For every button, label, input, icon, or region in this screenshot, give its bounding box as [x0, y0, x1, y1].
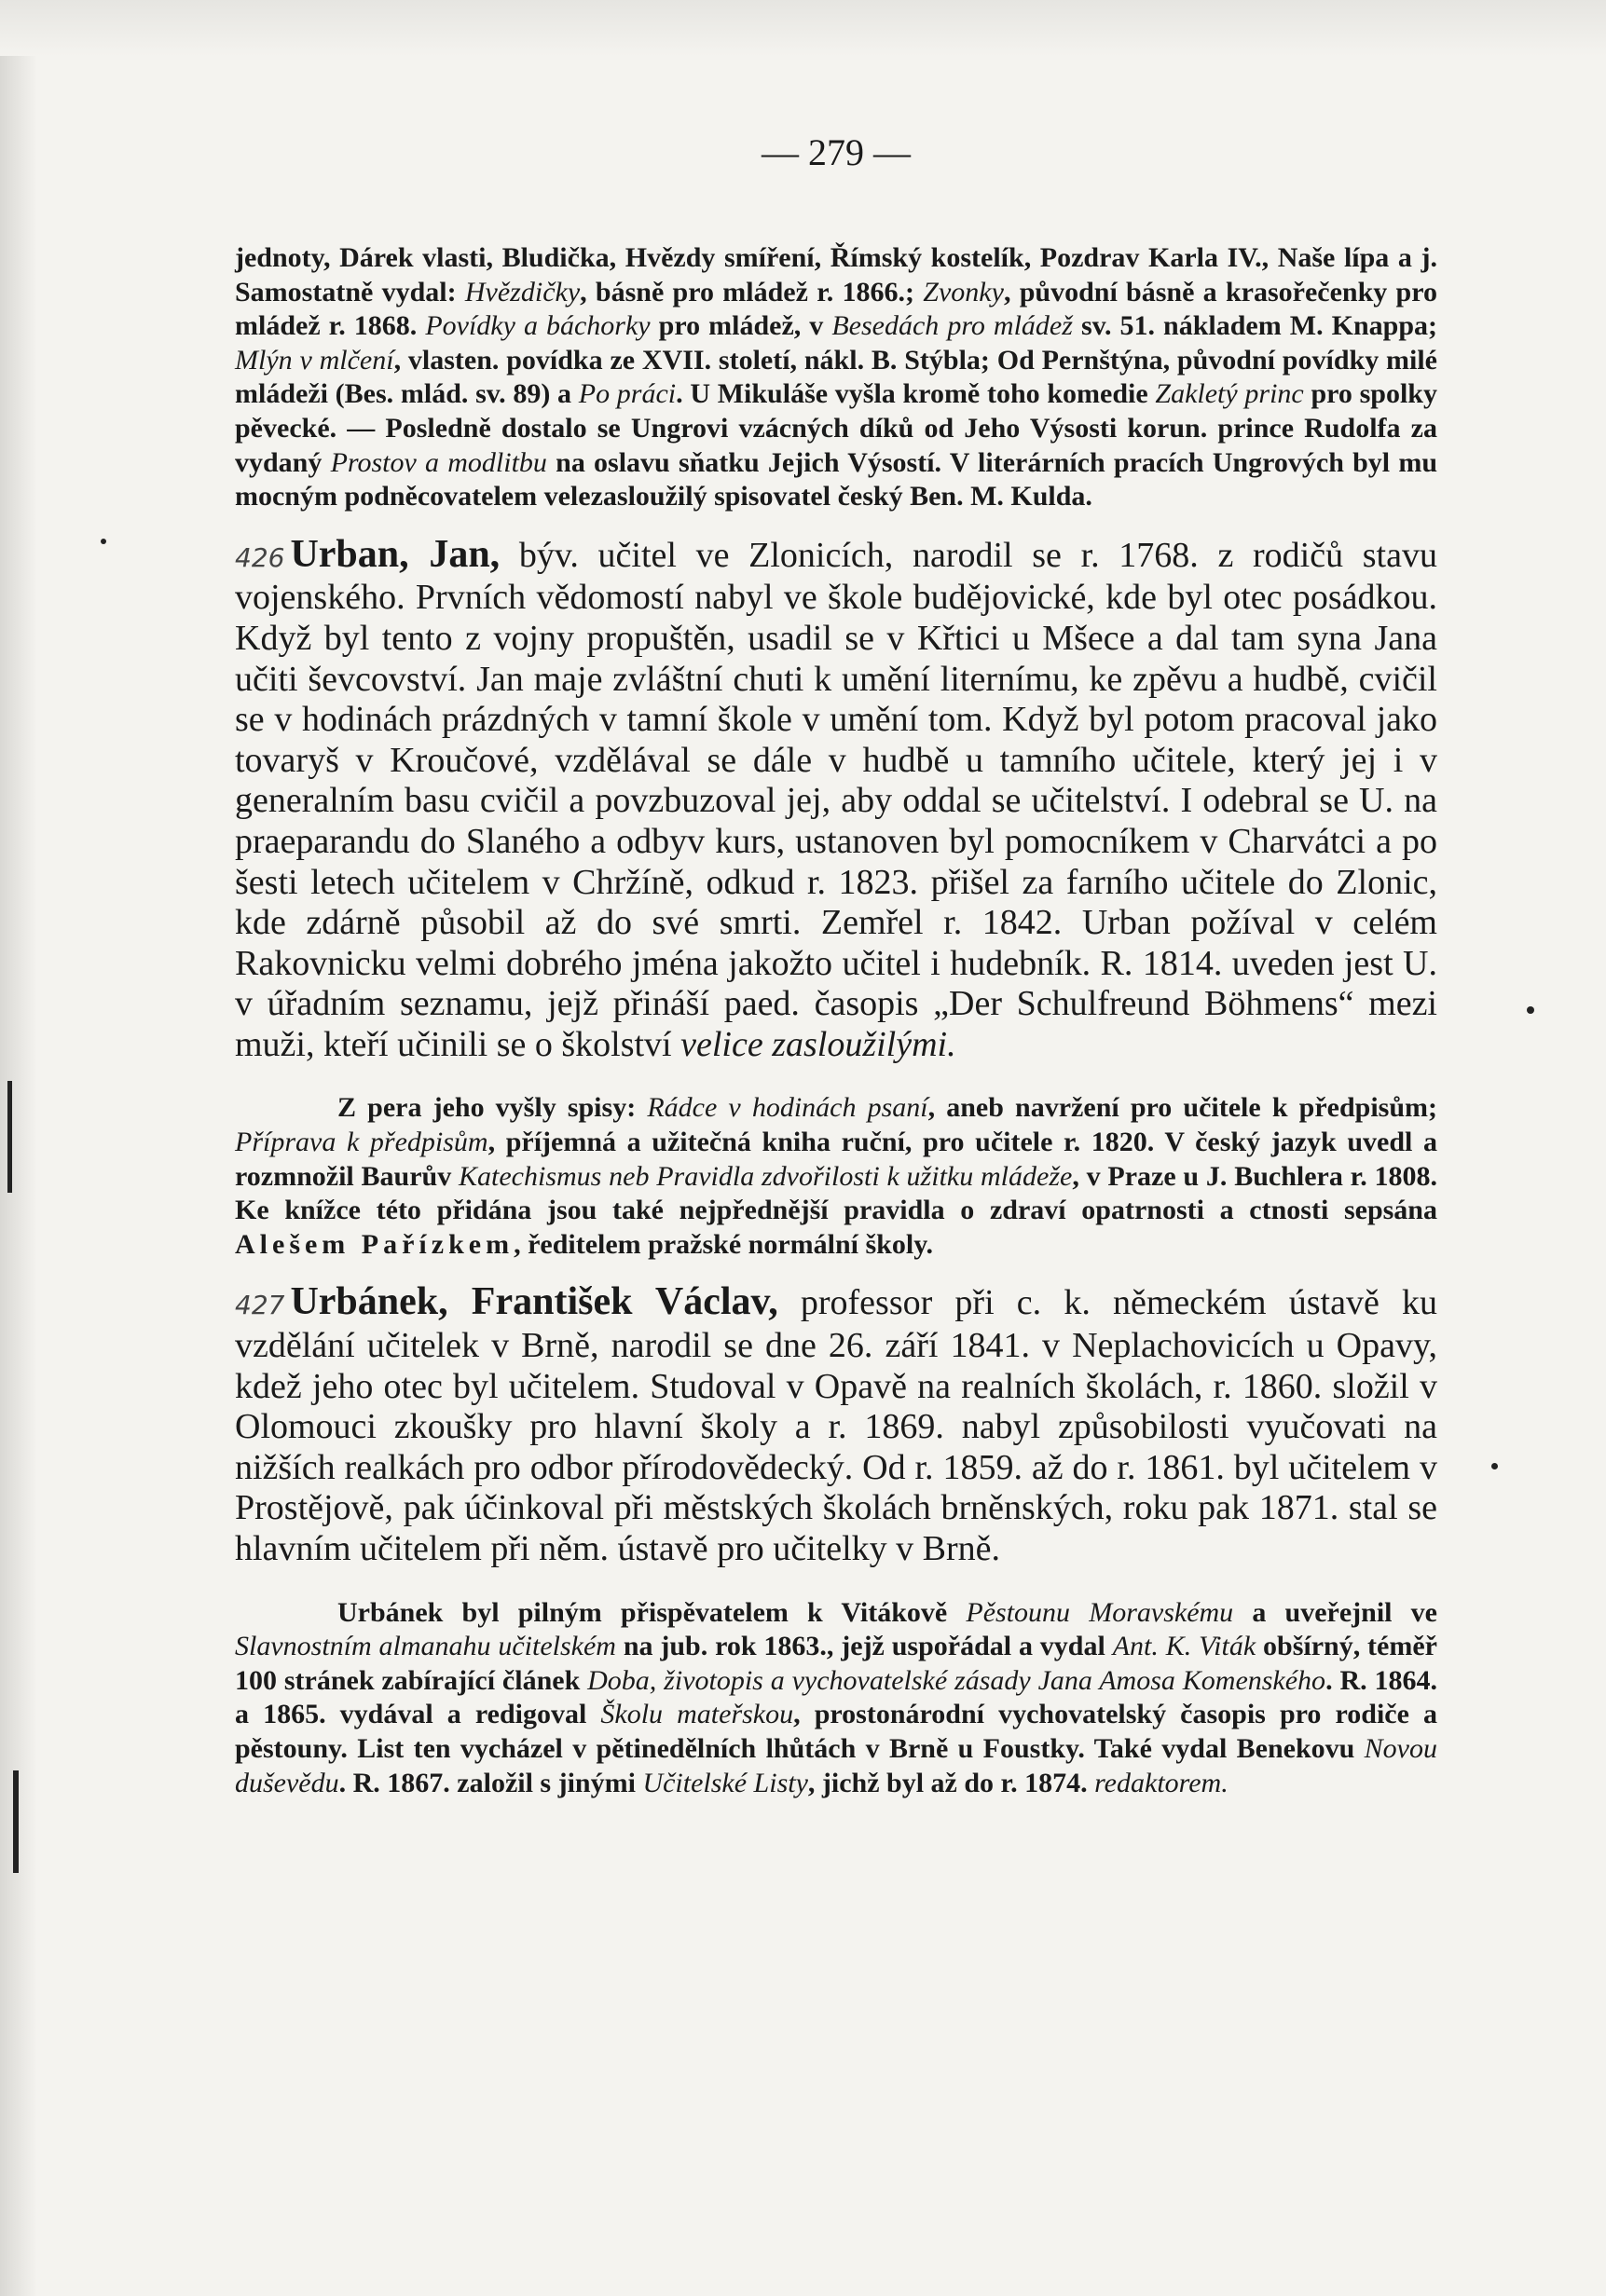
scan-top-shadow: [0, 0, 1606, 56]
margin-mark: [13, 1770, 19, 1873]
entry-urbanek: 427 Urbánek, František Václav, professor při c. k. německém ústavě ku vzdělání učitelek v Brně, narodil se dne 26. září 1841. v Neplachovicích u Opavy, kdež jeho otec byl učitelem. Studoval v Opavě na realních školách, r. 1860. složil v Olomouci zkoušky pro hlavní školy a r. 1869. nabyl způsobilosti vyučovati na nižších realkách pro odbor přírodovědecký. Od r. 1859. až do r. 1861. byl učitelem v Prostějově, pak účinkoval při městských školách brněnských, roku pak 1871. stal se hlavním učitelem při něm. ústavě pro učitelky v Brně.: [235, 1280, 1437, 1568]
entry-urban-jan: 426 Urban, Jan, býv. učitel ve Zlonicích, narodil se r. 1768. z rodičů stavu vojenského. Prvních vědomostí nabyl ve škole budějovické, kde byl otec posádkou. Když byl tento z vojny propuštěn, usadil se v Křtici u Mšece a dal tam syna Jana učiti ševcovství. Jan maje zvláštní chuti k umění liternímu, ke zpěvu a hudbě, cvičil se v hodinách prázdných v tamní škole v umění tom. Když byl potom pracoval jako tovaryš v Kroučové, vzdělával se dále v hudbě u tamního učitele, který jej i v generalním basu cvičil a povzbuzoval jej, aby oddal se učitelství. I odebral se U. na praeparandu do Slaného a odbyv kurs, ustanoven byl pomocníkem v Charvátci a po šesti letech učitelem v Chržíně, odkud r. 1823. přišel za farního učitele do Zlonic, kde zdárně působil až do své smrti. Zemřel r. 1842. Urban požíval v celém Rakovnicku velmi dobrého jména jakožto učitel i hudebník. R. 1814. uveden jest U. v úřadním seznamu, jejž přináší paed. časopis „Der Schulfreund Böhmens“ mezi muži, kteří učinili se o školství velice zasloužilými.: [235, 532, 1437, 1064]
margin-mark: [7, 1081, 12, 1193]
speck: [101, 539, 106, 544]
paragraph-urbanek-works: Urbánek byl pilným přispěvatelem k Vitákově Pěstounu Moravskému a uveřejnil ve Slavnostním almanahu učitelském na jub. rok 1863., jejž uspořádal a vydal Ant. K. Viták obšírný, téměř 100 stránek zabírající článek Doba, životopis a vychovatelské zásady Jana Amosa Komenského. R. 1864. a 1865. vydával a redigoval Školu mateřskou, prostonárodní vychovatelský časopis pro rodiče a pěstouny. List ten vycházel v pětinedělních lhůtách v Brně u Foustky. Také vydal Benekovu Novou duševědu. R. 1867. založil s jinými Učitelské Listy, jichž byl až do r. 1874. redaktorem.: [235, 1596, 1437, 1798]
handwritten-note: 427: [235, 1290, 285, 1321]
speck: [1491, 1463, 1498, 1469]
handwritten-note: 426: [235, 541, 285, 573]
document-page: [235, 130, 1437, 1800]
entry-heading: Urbánek, František Václav,: [290, 1280, 778, 1324]
speck: [1527, 1006, 1534, 1014]
entry-heading: Urban, Jan,: [290, 532, 501, 576]
paragraph-ungr-works: jednoty, Dárek vlasti, Bludička, Hvězdy smíření, Římský kostelík, Pozdrav Karla IV., Naše lípa a j. Samostatně vydal: Hvězdičky, básně pro mládež r. 1866.; Zvonky, původní básně a krasořečenky pro mládež r. 1868. Povídky a báchorky pro mládež, v Besedách pro mládež sv. 51. nákladem M. Knappa; Mlýn v mlčení, vlasten. povídka ze XVII. století, nákl. B. Stýbla; Od Pernštýna, původní povídky milé mládeži (Bes. mlád. sv. 89) a Po práci. U Mikuláše vyšla kromě toho komedie Zakletý princ pro spolky pěvecké. — Posledně dostalo se Ungrovi vzácných díků od Jeho Výsosti korun. prince Rudolfa za vydaný Prostov a modlitbu na oslavu sňatku Jejich Výsostí. V literárních pracích Ungrových byl mu mocným podněcovatelem velezasloužilý spisovatel český Ben. M. Kulda.: [235, 242, 1438, 512]
paragraph-urban-works: Z pera jeho vyšly spisy: Rádce v hodinách psaní, aneb navržení pro učitele k předpisům; Příprava k předpisům, příjemná a užitečná kniha ruční, pro učitele r. 1820. V český jazyk uvedl a rozmnožil Baurův Katechismus neb Pravidla zdvořilosti k užitku mládeže, v Praze u J. Buchlera r. 1808. Ke knížce této přidána jsou také nejpřednější pravidla o zdraví opatrnosti a ctnosti sepsána Alešem Pařízkem, ředitelem pražské normální školy.: [235, 1092, 1437, 1260]
page-number: — 279 —: [762, 131, 911, 173]
scan-edge-shadow: [0, 0, 37, 2296]
